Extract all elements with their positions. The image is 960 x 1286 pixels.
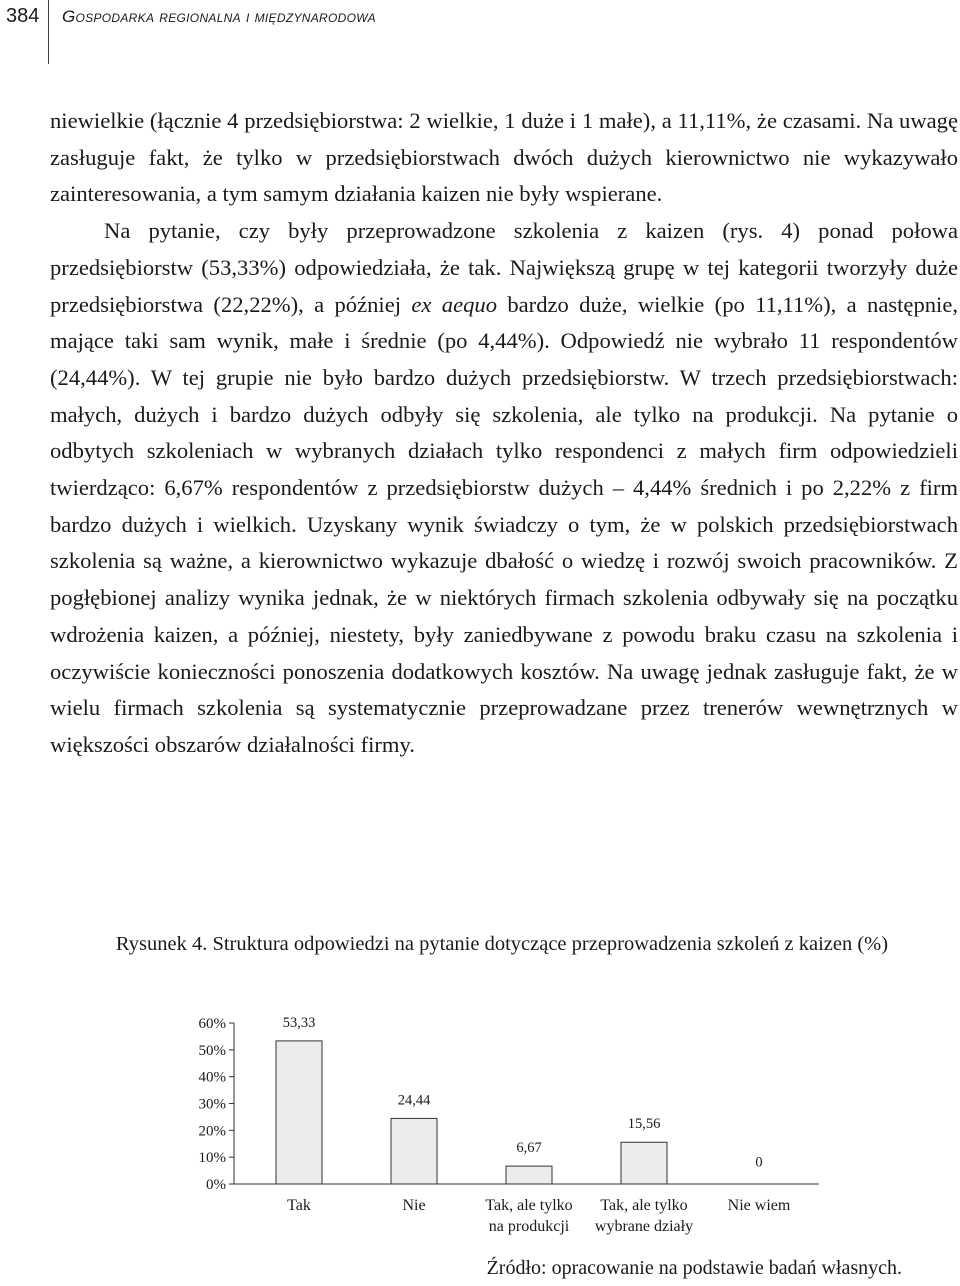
bar [621, 1142, 667, 1184]
data-label: 53,33 [282, 1014, 316, 1031]
category-label: wybrane działy [594, 1218, 694, 1235]
running-title: Gospodarka regionalna i międzynarodowa [62, 7, 376, 26]
y-tick-label: 0% [206, 1177, 226, 1193]
page-header [0, 0, 960, 64]
category-label: Tak, ale tylko [485, 1197, 573, 1214]
y-tick-label: 30% [198, 1096, 226, 1113]
page-number: 384 [6, 5, 40, 27]
category-label: na produkcji [488, 1218, 570, 1235]
paragraph-2-part-a: Na pytanie, czy były przeprowadzone szkolenia z kaizen (rys. 4) ponad połowa przedsiębiorstw (53,33%) odpowiedziała, że tak. Największą grupę w tej kategorii tworzyły duże przedsiębiorstwa (22,22%), a później [50, 218, 958, 317]
paragraph-2-part-b: bardzo duże, wielkie (po 11,11%), a następnie, mające taki sam wynik, małe i średnie (po 4,44%). Odpowiedź nie wybrało 11 respondentów (24,44%). W tej grupie nie było bardzo dużych przedsiębiorstw. W trzech przedsiębiorstwach: małych, dużych i bardzo dużych odbyły się szkolenia, ale tylko na produkcji. Na pytanie o odbytych szkoleniach w wybranych działach tylko respondenci z małych firm odpowiedzieli twierdząco: 6,67% respondentów z przedsiębiorstw dużych – 4,44% średnich i po 2,22% z firm bardzo dużych i wielkich. Uzyskany wynik świadczy o tym, że w polskich przedsiębiorstwach szkolenia są ważne, a kierownictwo wykazuje dbałość o wiedzę i rozwój swoich pracowników. Z pogłębionej analizy wynika jednak, że w niektórych firmach szkolenia odbywały się na początku wdrożenia kaizen, a później, niestety, były zaniedbywane z powodu braku czasu na szkolenia i oczywiście konieczności ponoszenia dodatkowych kosztów. Na uwagę jednak zasługuje fakt, że w wielu firmach szkolenia są systematycznie przeprowadzane przez trenerów wewnętrznych w większości obszarów działalności firmy. [50, 291, 958, 757]
y-tick-label: 50% [198, 1042, 226, 1059]
bar [391, 1118, 437, 1184]
y-tick-label: 60% [198, 1016, 226, 1032]
paragraph-1: niewielkie (łącznie 4 przedsiębiorstwa: 2 wielkie, 1 duże i 1 małe), a 11,11%, że czasami. Na uwagę zasługuje fakt, że tylko w przedsiębiorstwach dwóch dużych kierownictwo nie wykazywało zainteresowania, a tym samym działania kaizen nie były wspierane. [50, 108, 958, 207]
body-text [50, 103, 958, 764]
category-label: Nie wiem [727, 1197, 791, 1214]
figure-caption: Rysunek 4. Struktura odpowiedzi na pytanie dotyczące przeprowadzenia szkoleń z kaizen (%) [115, 933, 889, 955]
data-label: 24,44 [397, 1092, 431, 1109]
data-label: 15,56 [627, 1116, 661, 1133]
category-label: Tak, ale tylko [600, 1197, 688, 1214]
latin-phrase: ex aequo [411, 291, 497, 317]
bar-chart [150, 1005, 830, 1245]
bar [506, 1166, 552, 1184]
y-tick-label: 40% [198, 1069, 226, 1086]
paragraph-2 [50, 213, 958, 764]
y-tick-label: 10% [198, 1150, 226, 1167]
data-label: 6,67 [516, 1140, 542, 1157]
bar-chart-svg [150, 1005, 830, 1240]
category-label: Tak [287, 1197, 311, 1214]
category-label: Nie [402, 1197, 426, 1214]
bar [276, 1041, 322, 1184]
y-tick-label: 20% [198, 1123, 226, 1140]
header-divider [48, 0, 49, 64]
data-label: 0 [755, 1154, 763, 1171]
figure-source: Źródło: opracowanie na podstawie badań własnych. [486, 1257, 902, 1279]
